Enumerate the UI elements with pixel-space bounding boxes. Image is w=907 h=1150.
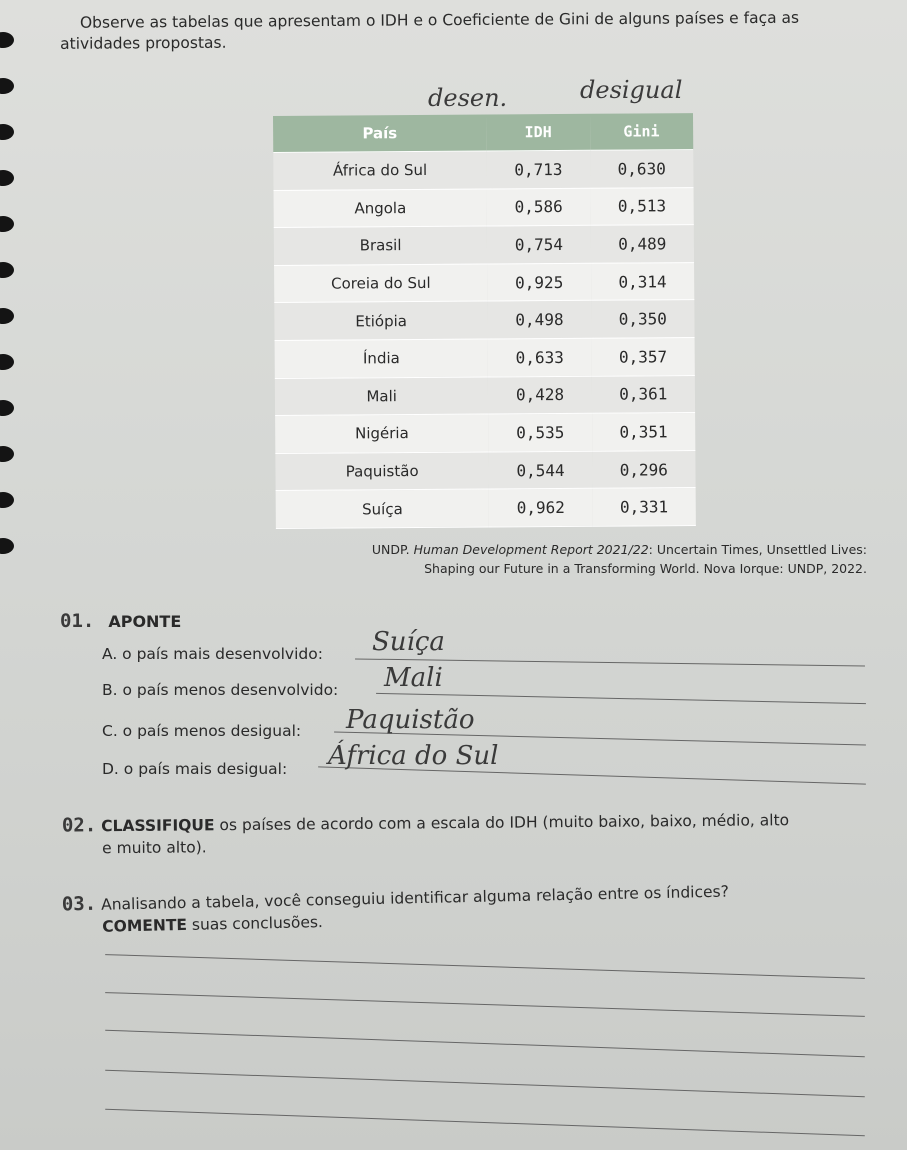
table-row [274,262,694,303]
cell-country: Nigéria [275,414,489,453]
table-row [275,375,695,416]
question-3-rest: suas conclusões. [186,913,324,934]
q3-answer-line [105,992,865,1017]
q1-item-c-answer: Paquistão [346,705,475,735]
q3-answer-line [105,1030,865,1058]
intro-text: Observe as tabelas que apresentam o IDH e o Coeficiente de Gini de alguns países e faça as atividades propostas. [60,8,800,53]
source-line-2: Shaping our Future in a Transforming World. Nova Iorque: UNDP, 2022. [424,561,867,576]
cell-country: Etiópia [274,301,488,340]
question-2-number: 02. [61,814,97,837]
question-3-number: 03. [61,892,97,916]
table-header-row [273,113,693,152]
table-row [273,150,693,191]
q1-item-b-answer: Mali [384,663,443,693]
question-3-keyword: COMENTE [102,915,188,936]
source-title: Human Development Report 2021/22 [413,542,649,557]
cell-idh: 0,633 [488,338,592,376]
cell-country: África do Sul [273,151,487,190]
table-row [276,488,696,529]
q1-item-b-line [376,693,866,704]
cell-country: Brasil [274,226,488,265]
cell-gini: 0,489 [590,225,694,263]
cell-idh: 0,586 [487,188,591,226]
binder-holes [0,0,22,1150]
binder-hole [0,446,14,462]
q1-item-d-label: D. o país mais desigual: [102,760,288,778]
table-row [275,450,695,491]
binder-hole [0,354,14,370]
cell-idh: 0,713 [487,150,591,188]
cell-gini: 0,331 [592,488,696,526]
q1-item-a-answer: Suíça [372,627,445,657]
question-2-text-line2: e muito alto). [102,838,207,858]
cell-idh: 0,428 [488,376,592,414]
cell-gini: 0,314 [591,262,695,300]
cell-gini: 0,351 [592,413,696,451]
q3-answer-line [105,1109,865,1137]
cell-idh: 0,925 [487,263,591,301]
cell-gini: 0,513 [590,187,694,225]
header-gini: Gini [590,113,694,150]
q1-item-a-label: A. o país mais desenvolvido: [102,645,323,663]
cell-country: Índia [275,339,489,378]
question-1-title: APONTE [108,612,182,631]
cell-country: Paquistão [275,452,489,491]
cell-gini: 0,357 [591,338,695,376]
cell-country: Suíça [276,489,490,528]
cell-gini: 0,361 [592,375,696,413]
question-2-keyword: CLASSIFIQUE [101,816,215,836]
binder-hole [0,308,14,324]
cell-idh: 0,544 [489,451,593,489]
question-2 [62,807,877,859]
cell-idh: 0,498 [488,301,592,339]
cell-country: Angola [274,189,488,228]
binder-hole [0,32,14,48]
question-2-text: os países de acordo com a escala do IDH (muito baixo, baixo, médio, alto [214,811,790,835]
handwriting-desigual: desigual [580,76,683,104]
binder-hole [0,124,14,140]
cell-gini: 0,630 [590,150,694,188]
table-row [274,300,694,341]
source-line-1 [227,540,867,559]
question-3 [62,876,878,938]
q3-answer-line [105,1070,865,1098]
binder-hole [0,538,14,554]
cell-country: Mali [275,377,489,416]
question-1-heading [60,610,181,632]
handwriting-desen: desen. [428,84,508,112]
question-3-text: Analisando a tabela, você conseguiu identificar alguma relação entre os índices? [100,882,730,914]
q3-answer-line [105,954,865,979]
table-row [274,187,694,228]
idh-gini-table [273,113,696,529]
cell-gini: 0,350 [591,300,695,338]
table-row [274,225,694,266]
header-pais: País [273,115,487,153]
question-1-number: 01. [60,610,95,632]
header-idh: IDH [486,114,590,151]
q1-item-c-label: C. o país menos desigual: [102,722,302,740]
binder-hole [0,262,14,278]
cell-country: Coreia do Sul [274,264,488,303]
binder-hole [0,78,14,94]
source-citation [227,540,867,578]
source-rest: : Uncertain Times, Unsettled Lives: [648,542,867,557]
q1-item-b-label: B. o país menos desenvolvido: [102,681,339,699]
q1-item-d-answer: África do Sul [328,741,499,771]
table-row [275,338,695,379]
table-row [275,413,695,454]
binder-hole [0,216,14,232]
binder-hole [0,492,14,508]
cell-gini: 0,296 [592,450,696,488]
cell-idh: 0,962 [489,489,593,527]
binder-hole [0,400,14,416]
cell-idh: 0,754 [487,225,591,263]
binder-hole [0,170,14,186]
cell-idh: 0,535 [488,413,592,451]
source-prefix: UNDP. [371,542,414,557]
